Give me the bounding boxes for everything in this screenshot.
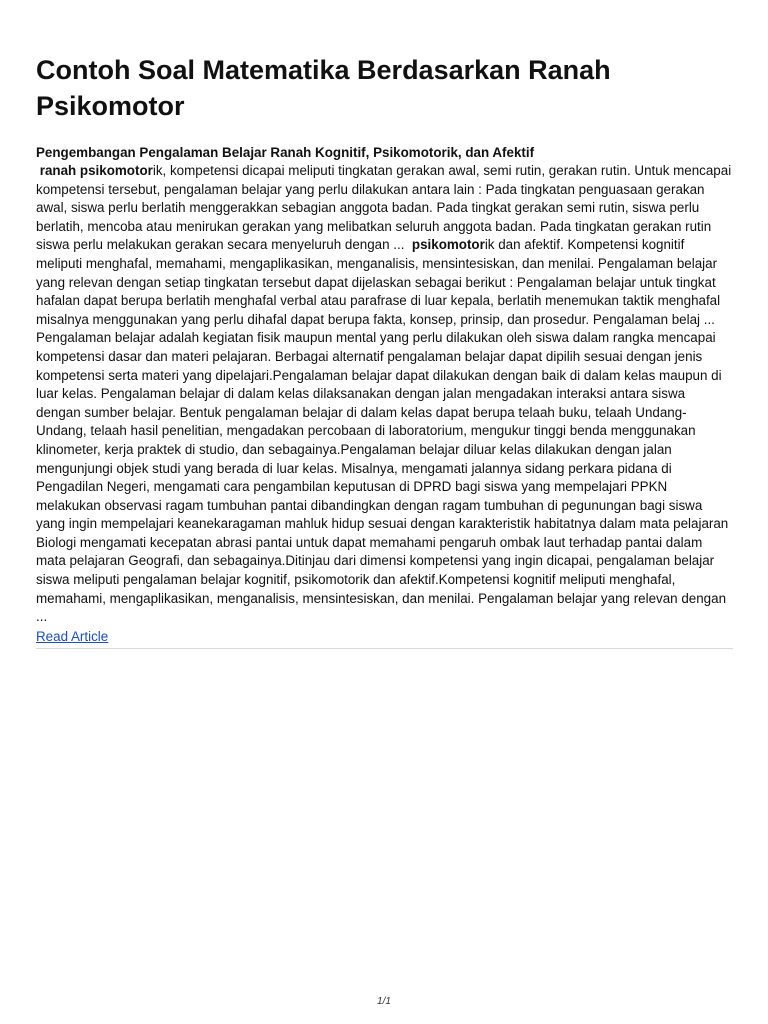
document-body [36,52,733,649]
excerpt-text: ik dan afektif. Kompetensi kognitif meliputi menghafal, memahami, mengaplikasikan, menganalisis, mensintesiskan, dan menilai. Pengalaman belajar yang relevan dengan setiap tingkatan tersebut dapat dijelaskan sebagai berikut : Pengalaman belajar untuk tingkat hafalan dapat berupa berlatih menghafal verbal atau parafrase di luar kepala, berlatih menemukan taktik menghafal misalnya menggunakan yang perlu dihafal dapat berupa fakta, konsep, prinsip, dan prosedur. Pengalaman belaj ... [36,237,721,327]
excerpt-text: ik, kompetensi dicapai meliputi tingkatan gerakan awal, semi rutin, gerakan rutin. Untuk mencapai kompetensi tersebut, pengalaman belajar yang perlu dilakukan antara lain : Pada tingkatan penguasaan gerakan awal, siswa perlu berlatih menggerakkan sebagian anggota badan. Pada tingkat gerakan semi rutin, siswa perlu berlatih, mencoba atau menirukan gerakan yang melibatkan seluruh anggota badan. Pada tingkatan gerakan rutin siswa perlu melakukan gerakan secara menyeluruh dengan ... [36,163,735,253]
keyword-highlight: psikomotor [411,237,485,253]
divider [36,648,733,649]
article-excerpt-1 [36,162,733,329]
article-excerpt-2: Pengalaman belajar adalah kegiatan fisik maupun mental yang perlu dilakukan oleh siswa dalam rangka mencapai kompetensi dasar dan materi pelajaran. Berbagai alternatif pengalaman belajar dapat dipilih sesuai dengan jenis kompetensi serta materi yang dipelajari.Pengalaman belajar dapat dilakukan dengan baik di dalam kelas maupun di luar kelas. Pengalaman belajar di dalam kelas dilaksanakan dengan jalan mengadakan interaksi antara siswa dengan sumber belajar. Bentuk pengalaman belajar di dalam kelas dapat berupa telaah buku, telaah Undang-Undang, telaah hasil penelitian, mengadakan percobaan di laboratorium, mengukur tinggi benda menggunakan klinometer, kerja praktek di studio, dan sebagainya.Pengalaman belajar diluar kelas dilakukan dengan jalan mengunjungi objek studi yang berada di luar kelas. Misalnya, mengamati jalannya sidang perkara pidana di Pengadilan Negeri, mengamati cara pengambilan keputusan di DPRD bagi siswa yang mempelajari PPKN melakukan observasi ragam tumbuhan pantai dibandingkan dengan ragam tumbuhan di pegunungan bagi siswa yang ingin mempelajari keanekaragaman mahluk hidup sesuai dengan karakteristik habitatnya dalam mata pelajaran Biologi mengamati kecepatan abrasi pantai untuk dapat memahami pengaruh ombak laut terhadap pantai dalam mata pelajaran Geografi, dan sebagainya.Ditinjau dari dimensi kompetensi yang ingin dicapai, pengalaman belajar siswa meliputi pengalaman belajar kognitif, psikomotorik dan afektif.Kompetensi kognitif meliputi menghafal, memahami, mengaplikasikan, menganalisis, mensintesiskan, dan menilai. Pengalaman belajar yang relevan dengan ... [36,330,729,625]
page-title: Contoh Soal Matematika Berdasarkan Ranah Psikomotor [36,55,611,121]
read-article-link[interactable]: Read Article [36,628,109,644]
article-subtitle: Pengembangan Pengalaman Belajar Ranah Kognitif, Psikomotorik, dan Afektif [36,145,535,160]
keyword-highlight: ranah psikomotor [39,163,153,178]
read-article-line [36,627,733,646]
page-number: 1/1 [377,996,391,1007]
